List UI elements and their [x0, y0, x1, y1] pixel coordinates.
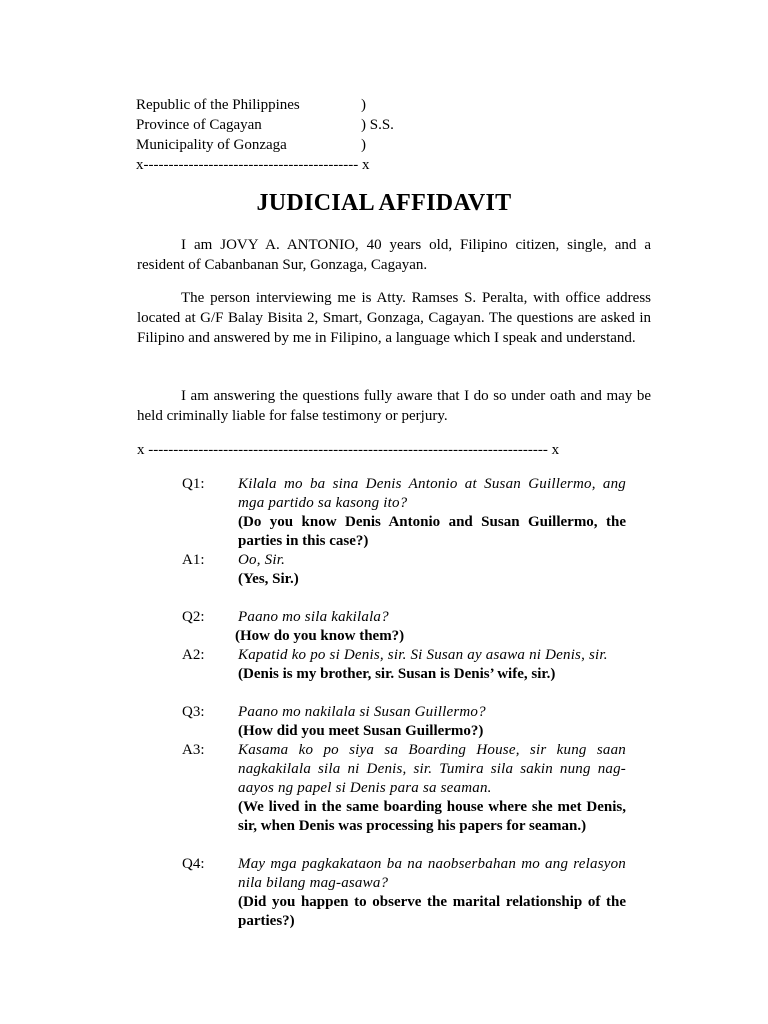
qa-label: Q1:	[182, 476, 205, 492]
caption-separator: )	[361, 137, 366, 153]
qa-item	[182, 703, 626, 741]
qa-label: Q3:	[182, 704, 205, 720]
qa-item	[182, 475, 626, 551]
paragraph-oath: I am answering the questions fully aware that I do so under oath and may be held criminally liable for false testimony or perjury.	[137, 388, 651, 424]
qa-english-text: (Denis is my brother, sir. Susan is Denis’ wife, sir.)	[238, 666, 556, 682]
qa-label: Q2:	[182, 609, 205, 625]
qa-item	[182, 855, 626, 931]
caption-x-line: x------------------------------------------- x	[136, 157, 370, 173]
section-divider: x -------------------------------------------------------------------------------- x	[137, 442, 560, 458]
document-title: JUDICIAL AFFIDAVIT	[256, 190, 512, 216]
case-caption	[136, 95, 394, 175]
caption-separator: ) S.S.	[361, 117, 394, 133]
caption-place: Province of Cagayan	[136, 117, 262, 133]
qa-filipino-text: Paano mo nakilala si Susan Guillermo?	[238, 704, 486, 720]
paragraph-affiant: I am JOVY A. ANTONIO, 40 years old, Filipino citizen, single, and a resident of Cabanbanan Sur, Gonzaga, Cagayan.	[137, 237, 651, 273]
caption-row	[136, 115, 394, 135]
qa-english-text: (Do you know Denis Antonio and Susan Guillermo, the parties in this case?)	[238, 514, 626, 549]
qa-filipino-text: May mga pagkakataon ba na naobserbahan mo ang relasyon nila bilang mag-asawa?	[238, 856, 626, 891]
qa-label: Q4:	[182, 856, 205, 872]
caption-row	[136, 135, 394, 155]
caption-separator: )	[361, 97, 366, 113]
qa-item	[182, 646, 626, 684]
qa-label: A3:	[182, 742, 205, 758]
qa-item	[182, 741, 626, 836]
qa-filipino-text: Kilala mo ba sina Denis Antonio at Susan Guillermo, ang mga partido sa kasong ito?	[238, 476, 626, 511]
qa-filipino-text: Paano mo sila kakilala?	[238, 609, 389, 625]
caption-place: Municipality of Gonzaga	[136, 137, 287, 153]
paragraph-interviewer: The person interviewing me is Atty. Ramses S. Peralta, with office address located at G/F Balay Bisita 2, Smart, Gonzaga, Cagayan. The questions are asked in Filipino and answered by me in Filipino, a language which I speak and understand.	[137, 290, 651, 346]
qa-english-text: (Yes, Sir.)	[238, 571, 299, 587]
caption-row	[136, 95, 394, 115]
qa-label: A2:	[182, 647, 205, 663]
qa-label: A1:	[182, 552, 205, 568]
qa-english-text: (Did you happen to observe the marital relationship of the parties?)	[238, 894, 626, 929]
qa-english-text: (How did you meet Susan Guillermo?)	[238, 723, 484, 739]
qa-filipino-text: Kasama ko po siya sa Boarding House, sir kung saan nagkakilala sila ni Denis, sir. Tumira sila sakin nung nag-aayos ng papel si Denis para sa seaman.	[238, 742, 626, 796]
qa-list	[182, 475, 626, 931]
qa-item	[182, 608, 626, 646]
qa-english-text: (How do you know them?)	[235, 628, 405, 644]
qa-english-text: (We lived in the same boarding house where she met Denis, sir, when Denis was processing his papers for seaman.)	[238, 799, 626, 834]
qa-filipino-text: Oo, Sir.	[238, 552, 286, 568]
qa-filipino-text: Kapatid ko po si Denis, sir. Si Susan ay asawa ni Denis, sir.	[238, 647, 608, 663]
qa-item	[182, 551, 626, 589]
caption-place: Republic of the Philippines	[136, 97, 300, 113]
